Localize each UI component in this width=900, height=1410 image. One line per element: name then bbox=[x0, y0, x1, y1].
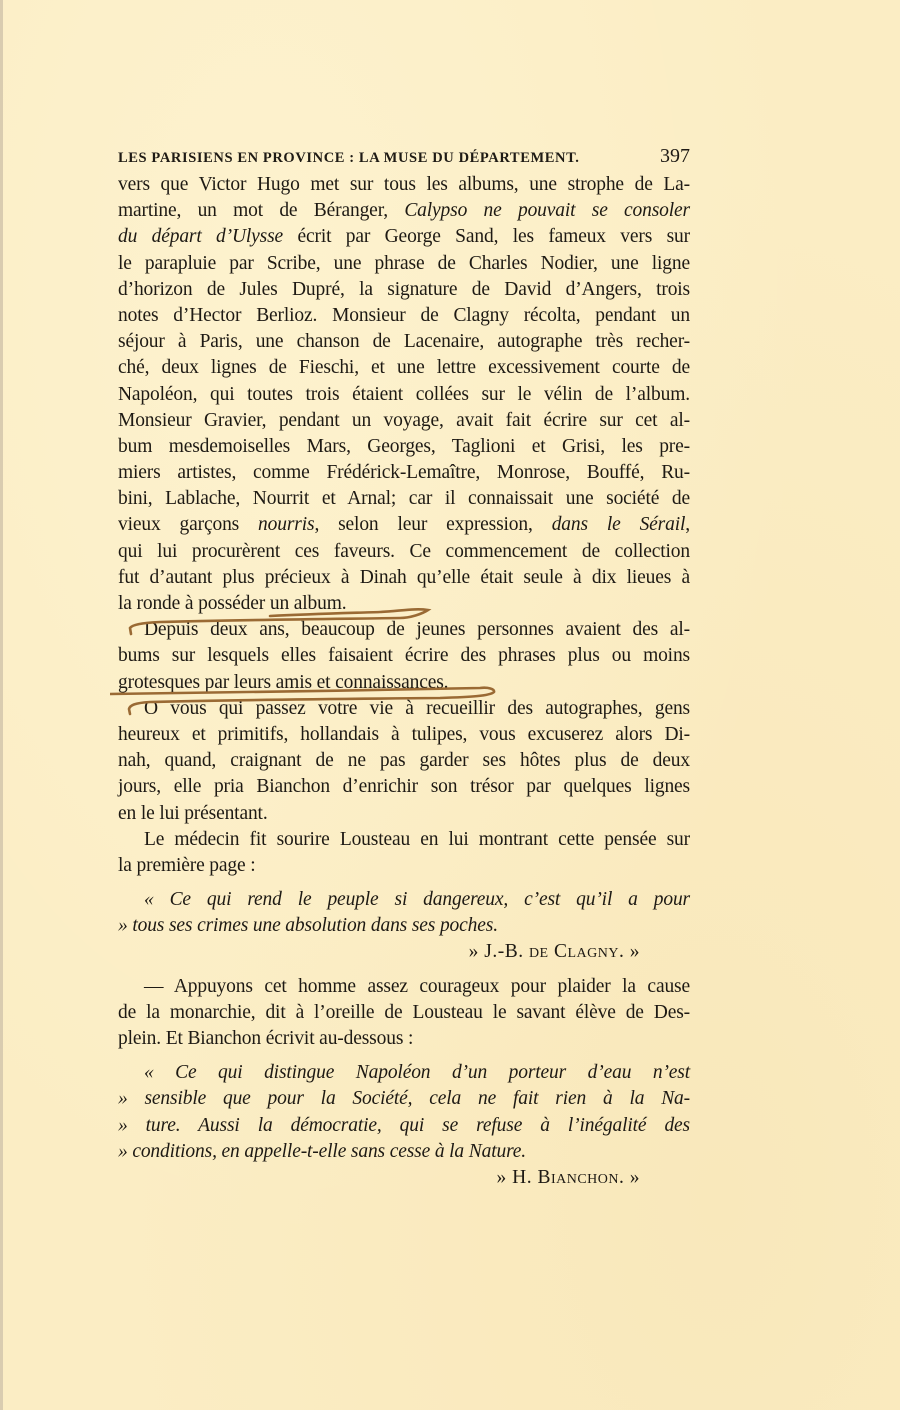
italic-title: du départ d’Ulysse bbox=[118, 226, 284, 248]
text-line: la ronde à posséder un album. bbox=[118, 593, 347, 614]
text-line: plein. Et Bianchon écrivit au-dessous : bbox=[118, 1028, 414, 1049]
text-segment: , bbox=[685, 514, 690, 536]
text-segment: vieux garçons bbox=[118, 514, 259, 536]
text-line: de la monarchie, dit à l’oreille de Lousteau le savant élève de Des- bbox=[118, 1001, 690, 1023]
text-line: heureux et primitifs, hollandais à tulipes, vous excuserez alors Di- bbox=[118, 723, 690, 745]
text-segment: martine, un mot de Béranger, bbox=[118, 200, 405, 222]
text-line: — Appuyons cet homme assez courageux pour plaider la cause bbox=[144, 975, 690, 997]
quotation-clagny bbox=[118, 887, 690, 966]
text-line: la première page : bbox=[118, 854, 256, 876]
text-line: Depuis deux ans, beaucoup de jeunes personnes avaient des al- bbox=[144, 619, 690, 641]
quotation-bianchon bbox=[118, 1060, 690, 1191]
italic-title: Calypso ne pouvait se consoler bbox=[404, 200, 690, 222]
spacer bbox=[118, 966, 690, 974]
spacer bbox=[118, 1052, 690, 1060]
text-line: vers que Victor Hugo met sur tous les albums, une strophe de La- bbox=[118, 174, 690, 195]
quote-line: » sensible que pour la Société, cela ne fait rien à la Na- bbox=[118, 1088, 690, 1110]
text-line: grotesques par leurs amis et connaissances. bbox=[118, 671, 449, 693]
paragraph-2 bbox=[118, 617, 690, 696]
text-line: bini, Lablache, Nourrit et Arnal; car il connaissait une société de bbox=[118, 488, 690, 510]
italic-word: nourris bbox=[258, 514, 315, 536]
text-line: nah, quand, craignant de ne pas garder ses hôtes plus de deux bbox=[118, 750, 690, 772]
text-line: Monsieur Gravier, pendant un voyage, avait fait écrire sur cet al- bbox=[118, 409, 690, 431]
text-line: miers artistes, comme Frédérick-Lemaître, Monrose, Bouffé, Ru- bbox=[118, 462, 690, 484]
text-segment: , selon leur expression, bbox=[314, 514, 552, 536]
page-edge bbox=[0, 0, 3, 1410]
quote-line: « Ce qui distingue Napoléon d’un porteur d’eau n’est bbox=[144, 1062, 690, 1084]
text-line bbox=[118, 512, 690, 538]
quote-signature: » H. Bianchon. » bbox=[496, 1166, 640, 1188]
text-line: bums sur lesquels elles faisaient écrire des phrases plus ou moins bbox=[118, 645, 690, 667]
italic-word: dans le Sérail bbox=[551, 514, 686, 536]
page-header bbox=[118, 145, 690, 169]
quote-signature: » J.-B. de Clagny. » bbox=[468, 941, 640, 963]
text-line: qui lui procurèrent ces faveurs. Ce commencement de collection bbox=[118, 540, 690, 562]
paragraph-4 bbox=[118, 827, 690, 879]
text-line: en le lui présentant. bbox=[118, 802, 268, 824]
page-number: 397 bbox=[660, 145, 690, 167]
paragraph-5 bbox=[118, 974, 690, 1053]
quote-line: » tous ses crimes une absolution dans ses poches. bbox=[118, 915, 498, 937]
text-line bbox=[118, 198, 690, 224]
text-line: notes d’Hector Berlioz. Monsieur de Clagny récolta, pendant un bbox=[118, 304, 690, 326]
spacer bbox=[118, 879, 690, 887]
quote-line: « Ce qui rend le peuple si dangereux, c’est qu’il a pour bbox=[144, 889, 690, 911]
text-line: fut d’autant plus précieux à Dinah qu’elle était seule à dix lieues à bbox=[118, 566, 690, 588]
paragraph-1 bbox=[118, 172, 690, 617]
text-line: Napoléon, qui toutes trois étaient collées sur le vélin de l’album. bbox=[118, 383, 690, 405]
text-line: le parapluie par Scribe, une phrase de Charles Nodier, une ligne bbox=[118, 252, 690, 274]
quote-line: » ture. Aussi la démocratie, qui se refuse à l’inégalité des bbox=[118, 1114, 690, 1136]
text-line: bum mesdemoiselles Mars, Georges, Taglioni et Grisi, les pre- bbox=[118, 435, 690, 457]
text-line: ché, deux lignes de Fieschi, et une lettre excessivement courte de bbox=[118, 357, 690, 379]
text-line: séjour à Paris, une chanson de Lacenaire, autographe très recher- bbox=[118, 331, 690, 353]
text-line: O vous qui passez votre vie à recueillir des autographes, gens bbox=[144, 697, 690, 719]
body-text bbox=[118, 172, 690, 1191]
running-head: LES PARISIENS EN PROVINCE : LA MUSE DU DÉPARTEMENT. bbox=[118, 150, 580, 166]
quote-line: » conditions, en appelle-t-elle sans cesse à la Nature. bbox=[118, 1140, 527, 1162]
text-segment: écrit par George Sand, les fameux vers sur bbox=[283, 226, 690, 248]
text-line bbox=[118, 224, 690, 250]
text-line: jours, elle pria Bianchon d’enrichir son trésor par quelques lignes bbox=[118, 776, 690, 798]
text-line: Le médecin fit sourire Lousteau en lui montrant cette pensée sur bbox=[144, 828, 690, 850]
text-line: d’horizon de Jules Dupré, la signature de David d’Angers, trois bbox=[118, 278, 690, 300]
paragraph-3 bbox=[118, 696, 690, 827]
